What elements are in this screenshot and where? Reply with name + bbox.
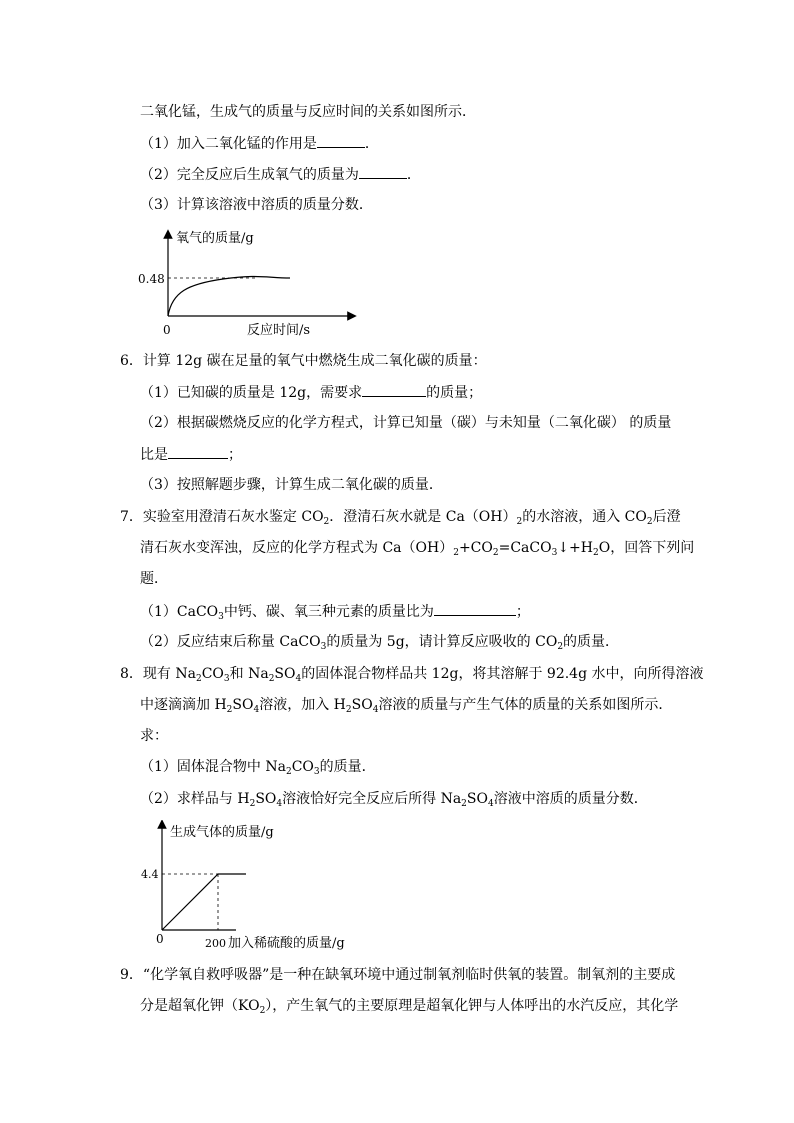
q6-part1-end: 的质量；	[426, 385, 483, 401]
x-axis-label: 反应时间/s	[247, 323, 311, 338]
q7-part2	[140, 632, 619, 652]
subscript: 4	[487, 799, 494, 809]
q5-part1-text: （1）加入二氧化锰的作用是	[140, 136, 317, 152]
q8-text: 和 Na	[229, 666, 269, 682]
q8-text: （2）求样品与 H	[140, 791, 250, 807]
q7-text: （1）CaCO	[140, 604, 219, 620]
answer-blank	[168, 444, 228, 459]
subscript: 2	[249, 799, 256, 809]
q7-line2	[140, 538, 694, 558]
q7-text: 的质量．	[563, 634, 620, 650]
q8-text: 中逐滴滴加 H	[140, 697, 227, 713]
q8-text: SO	[255, 791, 277, 807]
subscript: 2	[226, 705, 233, 715]
subscript: 2	[285, 767, 292, 777]
q6-part2-end: ；	[228, 447, 242, 463]
q5-part1-end: ．	[364, 136, 379, 152]
q8-part1	[140, 757, 376, 777]
q8-line2	[140, 695, 672, 715]
q8-line1	[120, 664, 704, 684]
q7-part1	[140, 601, 530, 622]
subscript: 2	[592, 548, 599, 558]
q6-part1	[140, 382, 482, 403]
oxygen-mass-chart	[130, 226, 360, 346]
q7-text: ．澄清石灰水就是 Ca（OH）	[329, 509, 517, 525]
q8-text: CO	[291, 759, 314, 775]
answer-blank	[362, 382, 426, 397]
q7-text: 的水溶液，通入 CO	[522, 509, 647, 525]
subscript: 2	[461, 799, 467, 809]
q8-text: 溶液的质量与产生气体的质量的关系如图所示．	[378, 697, 673, 713]
x-tick-label: 200	[205, 937, 226, 950]
subscript: 2	[259, 1006, 266, 1016]
subscript: 4	[295, 674, 302, 684]
q8-text: 溶液恰好完全反应后所得 Na	[282, 791, 462, 807]
q7-text: ↓+H	[557, 540, 593, 556]
q6-stem: 6．计算 12g 碳在足量的氧气中燃烧生成二氧化碳的质量：	[120, 353, 487, 369]
subscript: 4	[276, 799, 283, 809]
q8-text: SO	[274, 666, 296, 682]
q7-text: O，回答下列问	[598, 540, 695, 556]
subscript: 4	[372, 705, 379, 715]
answer-blank	[434, 601, 516, 616]
q8-text: （1）固体混合物中 Na	[140, 759, 286, 775]
y-tick-label: 0.48	[138, 272, 165, 286]
q8-text: 溶液中溶质的质量分数．	[493, 791, 648, 807]
q9-line2	[140, 996, 678, 1016]
q6-part2-ratio: 比是	[140, 447, 168, 463]
subscript: 2	[195, 674, 202, 684]
q7-text: （2）反应结束后称量 CaCO	[140, 634, 321, 650]
subscript: 3	[313, 767, 320, 777]
q6-part2-cont	[140, 444, 242, 465]
q8-text: 溶液，加入 H	[259, 697, 346, 713]
q8-line3: 求：	[140, 728, 168, 744]
subscript: 3	[223, 674, 230, 684]
subscript: 3	[320, 642, 327, 652]
q7-text: 后澄	[652, 509, 681, 525]
subscript: 2	[345, 705, 352, 715]
subscript: 2	[557, 642, 564, 652]
q8-text: SO	[466, 791, 488, 807]
q8-text: SO	[351, 697, 373, 713]
q5-part2-text: （2）完全反应后生成氧气的质量为	[140, 167, 359, 183]
oxygen-curve	[168, 276, 290, 316]
subscript: 4	[253, 705, 260, 715]
subscript: 2	[453, 548, 459, 558]
subscript: 2	[323, 517, 330, 527]
q6-part1-text: （1）已知碳的质量是 12g，需要求	[140, 385, 363, 401]
subscript: 2	[646, 517, 653, 527]
subscript: 2	[268, 674, 275, 684]
q7-text: 的质量为 5g，请计算反应吸收的 CO	[326, 634, 558, 650]
q8-text: SO	[232, 697, 254, 713]
q9-line1: 9．“化学氧自救呼吸器”是一种在缺氧环境中通过制氧剂临时供氧的装置。制氧剂的主要成	[120, 967, 676, 983]
answer-blank	[317, 133, 365, 148]
y-axis-label: 生成气体的质量/g	[170, 825, 274, 840]
subscript: 2	[516, 517, 523, 527]
q7-line1	[120, 507, 681, 527]
q7-line3: 题．	[140, 571, 168, 587]
gas-mass-chart	[134, 820, 374, 950]
q8-part2	[140, 789, 648, 809]
q7-text: 7．实验室用澄清石灰水鉴定 CO	[120, 509, 324, 525]
q7-text: +CO	[458, 540, 493, 556]
q6-part2: （2）根据碳燃烧反应的化学方程式，计算已知量（碳）与未知量（二氧化碳） 的质量	[140, 415, 672, 431]
answer-blank	[359, 164, 407, 179]
q5-part3: （3）计算该溶液中溶质的质量分数．	[140, 197, 373, 213]
q8-text: 8．现有 Na	[120, 666, 196, 682]
q9-text: ），产生氧气的主要原理是超氧化钾与人体呼出的水汽反应，其化学	[265, 998, 679, 1014]
q9-text: 分是超氧化钾（KO	[140, 998, 260, 1014]
q7-text: =CaCO	[498, 540, 552, 556]
gas-line	[162, 874, 246, 930]
q5-part2	[140, 164, 421, 185]
q6-part3: （3）按照解题步骤，计算生成二氧化碳的质量．	[140, 477, 443, 493]
q7-text: ；	[515, 604, 530, 620]
x-axis-label: 加入稀硫酸的质量/g	[228, 936, 345, 950]
origin-label: 0	[163, 323, 171, 337]
subscript: 2	[492, 548, 499, 558]
q8-text: 的质量．	[319, 759, 376, 775]
q8-text: CO	[201, 666, 224, 682]
q7-text: 清石灰水变浑浊，反应的化学方程式为 Ca（OH）	[140, 540, 454, 556]
q5-part2-end: ．	[406, 167, 421, 183]
subscript: 3	[551, 548, 558, 558]
q7-text: 中钙、碳、氧三种元素的质量比为	[223, 604, 434, 620]
y-tick-label: 4.4	[141, 868, 159, 881]
q8-text: 的固体混合物样品共 12g，将其溶解于 92.4g 水中，向所得溶液	[301, 666, 704, 682]
subscript: 3	[218, 612, 224, 622]
origin-label: 0	[156, 932, 164, 946]
q5-part1	[140, 133, 379, 154]
q5-line1: 二氧化锰，生成气的质量与反应时间的关系如图所示．	[140, 104, 476, 120]
y-axis-label: 氧气的质量/g	[176, 231, 254, 246]
